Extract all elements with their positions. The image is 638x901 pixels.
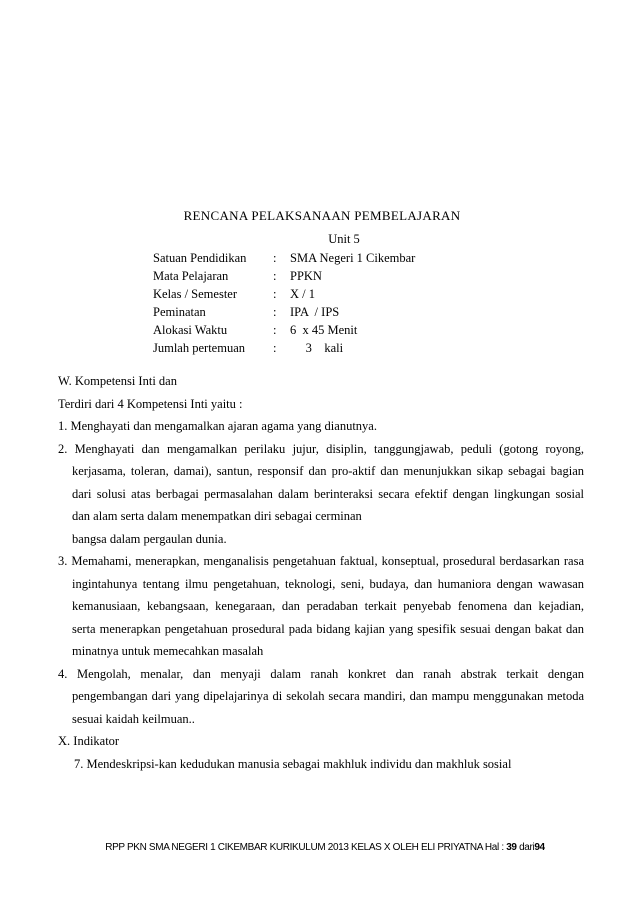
info-label: Peminatan — [153, 305, 206, 319]
footer-total-pages: 94 — [534, 842, 545, 853]
intro-text: Terdiri dari 4 Kompetensi Inti yaitu : — [58, 396, 243, 411]
info-value: SMA Negeri 1 Cikembar — [290, 251, 416, 265]
ki-1: 1. Menghayati dan mengamalkan ajaran agama yang dianutnya. — [58, 419, 377, 433]
ki-2-line: 2. Menghayati dan mengamalkan perilaku jujur, disiplin, tanggungjawab, peduli (gotong royong, — [58, 441, 584, 456]
info-value: PPKN — [290, 269, 322, 283]
info-colon: : — [273, 323, 277, 337]
info-row — [153, 249, 415, 267]
info-colon: : — [273, 305, 277, 319]
page-footer — [0, 842, 638, 853]
ki-3-line: kemanusiaan, kebangsaan, kenegaraan, dan peradaban terkait penyebab fenomena dan kejadian, — [72, 599, 584, 613]
section-heading-x: X. Indikator — [58, 734, 120, 748]
ki-2-line: dari solusi atas berbagai permasalahan dalam berinteraksi secara efektif dengan lingkungan sosial — [72, 486, 584, 501]
ki-4-line: 4. Mengolah, menalar, dan menyaji dalam ranah konkret dan ranah abstrak terkait dengan — [58, 666, 584, 681]
info-row — [153, 303, 415, 321]
unit-label: Unit 5 — [328, 232, 360, 246]
info-value: X / 1 — [290, 287, 315, 301]
info-row — [153, 267, 415, 285]
info-row — [153, 321, 415, 339]
ki-4-line: sesuai kaidah keilmuan.. — [72, 711, 195, 726]
info-row — [153, 339, 415, 357]
section-heading-w: W. Kompetensi Inti dan — [58, 374, 177, 388]
info-value: 3 kali — [290, 341, 344, 355]
info-value: 6 x 45 Menit — [290, 323, 358, 337]
footer-of: dari — [519, 842, 535, 853]
ki-2-line: bangsa dalam pergaulan dunia. — [72, 531, 227, 546]
info-colon: : — [273, 287, 277, 301]
info-label: Jumlah pertemuan — [153, 341, 245, 355]
info-table — [153, 249, 415, 357]
document-title: RENCANA PELAKSANAAN PEMBELAJARAN — [183, 208, 461, 223]
info-label: Satuan Pendidikan — [153, 251, 247, 265]
info-value: IPA / IPS — [290, 305, 340, 319]
info-row — [153, 285, 415, 303]
ki-3-line: ingintahunya tentang ilmu pengetahuan, teknologi, seni, budaya, dan humaniora dengan wawasan — [72, 576, 584, 591]
indicator-item: 7. Mendeskripsi-kan kedudukan manusia sebagai makhluk individu dan makhluk sosial — [74, 756, 512, 771]
ki-2-line: kerjasama, toleran, damai), santun, responsif dan pro-aktif dan menunjukkan sikap sebagai bagian — [72, 464, 584, 478]
ki-2-line: dan alam serta dalam menempatkan diri sebagai cerminan — [72, 509, 362, 523]
document-body — [58, 370, 584, 775]
ki-3-line: serta menerapkan pengetahuan prosedural pada bidang kajian yang spesifik sesuai dengan bakat dan — [72, 621, 584, 636]
info-label: Kelas / Semester — [153, 287, 238, 301]
info-colon: : — [273, 341, 277, 355]
footer-text: RPP PKN SMA NEGERI 1 CIKEMBAR KURIKULUM 2013 KELAS X OLEH ELI PRIYATNA Hal : — [105, 842, 504, 853]
info-label: Alokasi Waktu — [153, 323, 228, 337]
info-label: Mata Pelajaran — [153, 269, 229, 283]
ki-3-line: minatnya untuk memecahkan masalah — [72, 644, 264, 658]
info-colon: : — [273, 251, 277, 265]
footer-page-number: 39 — [506, 842, 517, 853]
info-colon: : — [273, 269, 277, 283]
ki-4-line: pengembangan dari yang dipelajarinya di sekolah secara mandiri, dan mampu menggunakan metoda — [72, 689, 584, 703]
ki-3-line: 3. Memahami, menerapkan, menganalisis pengetahuan faktual, konseptual, prosedural berdasarkan rasa — [58, 554, 584, 568]
